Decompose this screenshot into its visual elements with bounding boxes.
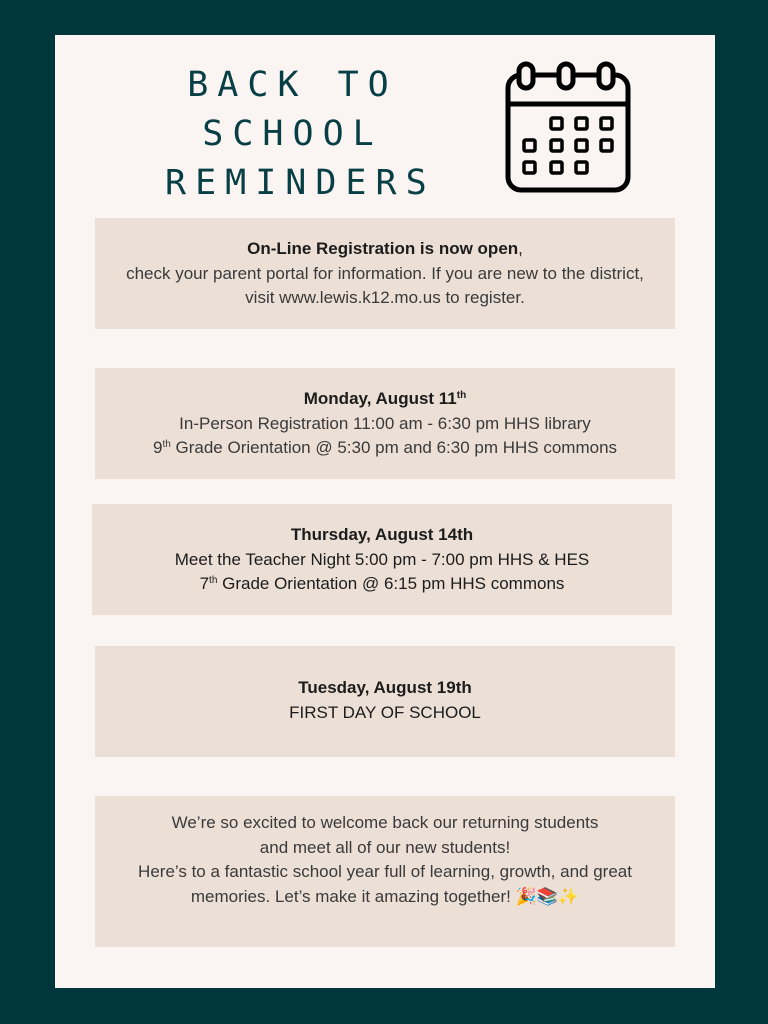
registration-portal-text: check your parent portal for information. If you are new to the district, — [126, 263, 644, 283]
registration-heading: On-Line Registration is now open — [247, 239, 519, 258]
flyer-title — [165, 61, 436, 208]
event-monday-aug-11 — [95, 368, 675, 479]
event-tuesday-aug-19 — [95, 646, 675, 757]
registration-notice — [95, 218, 675, 329]
orientation-text: Grade Orientation @ 6:15 pm HHS commons — [217, 574, 565, 593]
welcome-line-1: We’re so excited to welcome back our returning students — [171, 813, 599, 832]
flyer-page — [55, 35, 715, 988]
event-date: Tuesday, August 19th — [298, 678, 472, 697]
orientation-text: Grade Orientation @ 5:30 pm and 6:30 pm HHS commons — [170, 438, 618, 457]
welcome-line-3: Here’s to a fantastic school year full of learning, growth, and great — [138, 862, 632, 881]
event-thursday-aug-14 — [92, 504, 672, 615]
grade-ordinal-suffix: th — [209, 575, 218, 586]
event-date — [95, 387, 675, 412]
welcome-message — [95, 796, 675, 947]
registration-website-text: visit www.lewis.k12.mo.us to register. — [245, 288, 525, 307]
title-line-1: BACK TO — [187, 65, 398, 105]
event-detail-first-day: FIRST DAY OF SCHOOL — [289, 702, 481, 722]
title-line-2: SCHOOL — [202, 114, 383, 154]
grade-number: 7 — [199, 574, 210, 593]
registration-heading-suffix: , — [518, 239, 523, 258]
welcome-line-2: and meet all of our new students! — [259, 837, 511, 857]
calendar-icon — [504, 59, 632, 194]
event-detail-orientation — [95, 436, 675, 461]
registration-heading-line — [95, 237, 675, 262]
event-detail-teacher-night: Meet the Teacher Night 5:00 pm - 7:00 pm HHS & HES — [174, 549, 590, 569]
title-line-3: REMINDERS — [165, 163, 436, 203]
event-date: Thursday, August 14th — [290, 525, 474, 544]
grade-number: 9 — [152, 438, 163, 457]
grade-ordinal-suffix: th — [162, 439, 171, 450]
event-date-text: Monday, August 11 — [303, 389, 457, 408]
date-ordinal-suffix: th — [456, 390, 467, 401]
welcome-line-4: memories. Let’s make it amazing together! 🎉📚✨ — [190, 886, 580, 906]
event-detail-registration: In-Person Registration 11:00 am - 6:30 pm HHS library — [179, 413, 591, 433]
event-detail-orientation — [92, 572, 672, 597]
